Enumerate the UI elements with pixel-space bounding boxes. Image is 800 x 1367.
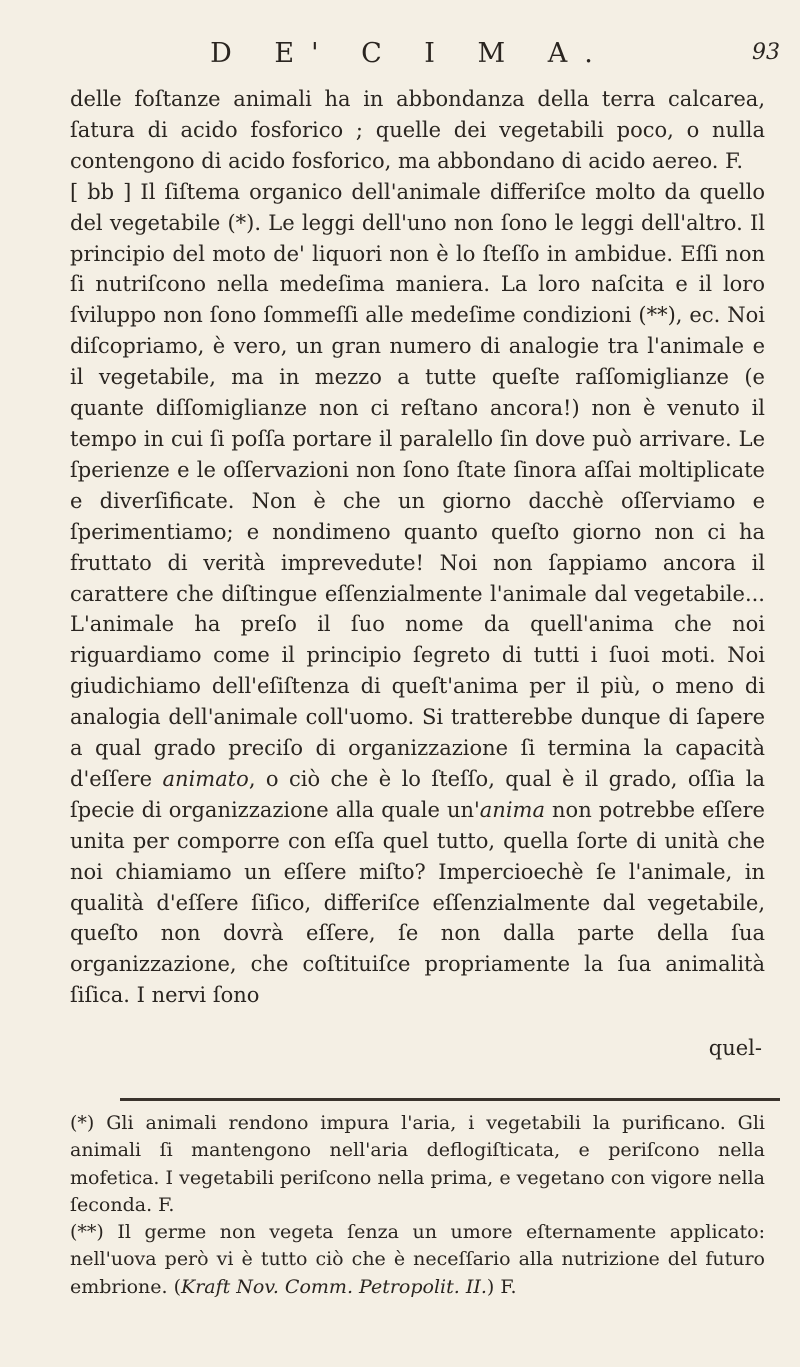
footnote-2-text: Il germe non vegeta ſenza un umore eſternamente applicato: nell'uova però vi è tutto ciò che è neceſſario alla nutrizione del futuro embrione. ( <box>70 1221 766 1298</box>
footnote-2-reference: Kraft Nov. Comm. Petropolit. II. <box>181 1275 487 1298</box>
catchword: quel- <box>708 1036 762 1060</box>
paragraph-2-text: Il ſiſtema organico dell'animale differiſce molto da quello del vegetabile (*). Le leggi dell'uno non ſono le leggi dell'altro. Il principio del moto de' liquori non è lo ſteſſo in ambidue. Eſſi non ſi nutriſcono nella medeſima maniera. La loro naſcita e il loro ſviluppo non ſono ſommeſſi alle medeſime condizioni (**), ec. Noi diſcopriamo, è vero, un gran numero di analogie tra l'animale e il vegetabile, ma in mezzo a tutte queſte raſſomiglianze (e quante diſſomiglianze non ci reſtano ancora!) non è venuto il tempo in cui ſi poſſa portare il paralello ſin dove può arrivare. Le ſperienze e le oſſervazioni non ſono ſtate ſinora aſſai moltiplicate e diverſificate. Non è che un giorno dacchè oſſerviamo e ſperimentiamo; e nondimeno quanto queſto giorno non ci ha fruttato di verità imprevedute! Noi non ſappiamo ancora il carattere che diſtingue eſſenzialmente l'animale dal vegetabile... L'animale ha preſo il ſuo nome da quell'anima che noi riguardiamo come il principio ſegreto di tutti i ſuoi moti. Noi giudichiamo dell'eſiſtenza di queſt'anima per il più, o meno di analogia dell'animale coll'uomo. Si tratterebbe dunque di ſapere a qual grado preciſo di organizzazione ſi termina la capacità d'eſſere <box>70 179 765 791</box>
footnote-1 <box>70 1110 765 1219</box>
main-text <box>70 84 765 1011</box>
footnotes <box>70 1110 765 1301</box>
paragraph-1: delle foſtanze animali ha in abbondanza della terra calcarea, ſatura di acido fosforico ; quelle dei vegetabili poco, o nulla contengono di acido fosforico, ma abbondano di acido aereo. F. <box>70 87 765 173</box>
paragraph-2 <box>70 177 765 1011</box>
page-header <box>40 38 780 78</box>
footnote-2 <box>70 1219 765 1301</box>
page-number: 93 <box>752 40 780 65</box>
footnote-2-end: ) F. <box>486 1275 517 1298</box>
running-title: D E' C I M A. <box>210 38 610 69</box>
paragraph-2-mid: , o ciò che è lo ſteſſo, qual è il grado, oſſia la ſpecie di organizzazione alla quale un' <box>70 766 765 822</box>
italic-animato: animato <box>162 766 249 791</box>
footnote-2-mark: (**) <box>70 1221 104 1244</box>
paragraph-2-end: non potrebbe eſſere unita per comporre con eſſa quel tutto, quella ſorte di unità che noi chiamiamo un eſſere miſto? Impercioechè ſe l'animale, in qualità d'eſſere ſiſico, differiſce eſſenzialmente dal vegetabile, queſto non dovrà eſſere, ſe non dalla parte della ſua organizzazione, che coſtituiſce propriamente la ſua animalità ſiſica. I nervi ſono <box>70 797 765 1008</box>
italic-anima: anima <box>479 797 545 822</box>
footnote-1-text: Gli animali rendono impura l'aria, i vegetabili la purificano. Gli animali ſi mantengono nell'aria deflogiſticata, e periſcono nella mofetica. I vegetabili periſcono nella prima, e vegetano con vigore nella ſeconda. F. <box>70 1112 765 1216</box>
footnote-divider <box>120 1098 780 1101</box>
footnote-1-mark: (*) <box>70 1112 95 1134</box>
note-marker: [ bb ] <box>70 179 132 204</box>
